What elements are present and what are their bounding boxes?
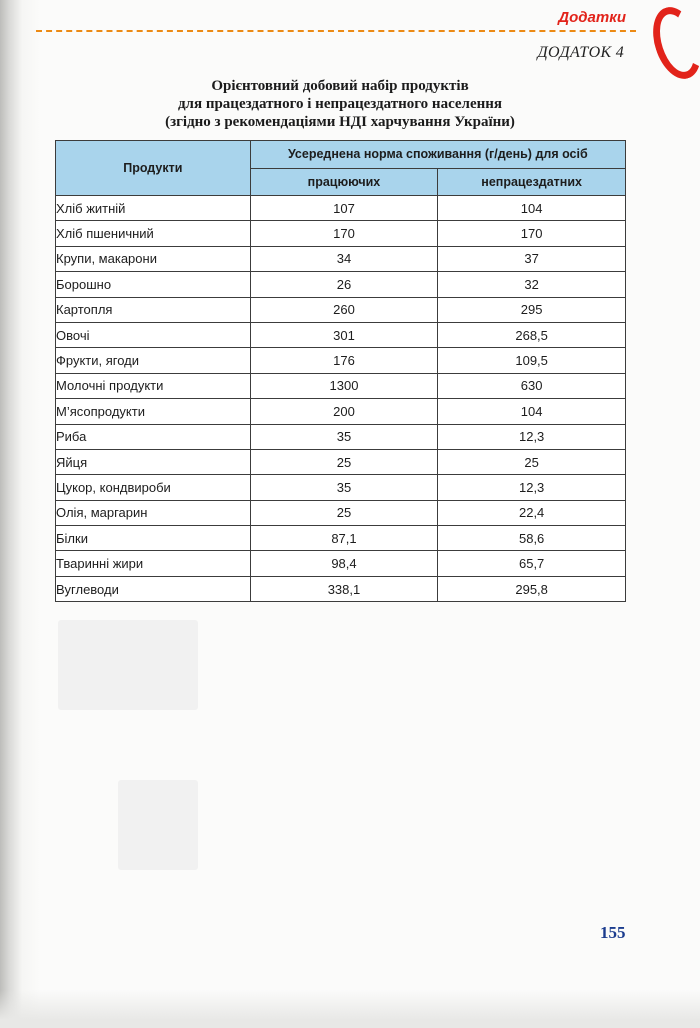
working-value-cell: 107	[250, 196, 438, 221]
working-value-cell: 170	[250, 221, 438, 246]
page-number: 155	[600, 923, 626, 942]
show-through-shadow	[118, 780, 198, 870]
products-table	[55, 140, 626, 602]
nonworking-value-cell: 630	[438, 373, 626, 398]
working-value-cell: 35	[250, 424, 438, 449]
working-value-cell: 98,4	[250, 551, 438, 576]
nonworking-value-cell: 295	[438, 297, 626, 322]
corner-ring-decoration	[645, 1, 700, 85]
product-name-cell: Картопля	[56, 297, 251, 322]
table-row	[56, 322, 626, 347]
title-line-3: (згідно з рекомендаціями НДІ харчування України)	[165, 114, 515, 130]
table-row	[56, 475, 626, 500]
product-name-cell: Цукор, кондвироби	[56, 475, 251, 500]
nonworking-value-cell: 104	[438, 196, 626, 221]
nonworking-value-cell: 12,3	[438, 475, 626, 500]
working-value-cell: 1300	[250, 373, 438, 398]
table-row	[56, 272, 626, 297]
nonworking-value-cell: 12,3	[438, 424, 626, 449]
nonworking-value-cell: 65,7	[438, 551, 626, 576]
nonworking-value-cell: 268,5	[438, 322, 626, 347]
table-row	[56, 399, 626, 424]
product-name-cell: Борошно	[56, 272, 251, 297]
working-value-cell: 26	[250, 272, 438, 297]
nonworking-value-cell: 104	[438, 399, 626, 424]
product-name-cell: Крупи, макарони	[56, 246, 251, 271]
table-row	[56, 246, 626, 271]
title-line-1: Орієнтовний добовий набір продуктів	[211, 78, 469, 94]
working-value-cell: 35	[250, 475, 438, 500]
header-nonworking: непрацездатних	[438, 168, 626, 196]
table-body	[56, 196, 626, 602]
table-row	[56, 526, 626, 551]
product-name-cell: Хліб пшеничний	[56, 221, 251, 246]
table-row	[56, 424, 626, 449]
table-row	[56, 500, 626, 525]
nonworking-value-cell: 295,8	[438, 576, 626, 601]
product-name-cell: Хліб житній	[56, 196, 251, 221]
working-value-cell: 25	[250, 449, 438, 474]
page-title	[80, 77, 600, 131]
working-value-cell: 25	[250, 500, 438, 525]
working-value-cell: 338,1	[250, 576, 438, 601]
product-name-cell: Вуглеводи	[56, 576, 251, 601]
product-name-cell: Риба	[56, 424, 251, 449]
show-through-shadow	[58, 620, 198, 710]
working-value-cell: 87,1	[250, 526, 438, 551]
working-value-cell: 176	[250, 348, 438, 373]
working-value-cell: 301	[250, 322, 438, 347]
working-value-cell: 34	[250, 246, 438, 271]
nonworking-value-cell: 58,6	[438, 526, 626, 551]
title-line-2: для працездатного і непрацездатного населення	[177, 96, 503, 112]
nonworking-value-cell: 170	[438, 221, 626, 246]
header-products: Продукти	[56, 141, 251, 196]
nonworking-value-cell: 32	[438, 272, 626, 297]
nonworking-value-cell: 25	[438, 449, 626, 474]
table-row	[56, 196, 626, 221]
product-name-cell: Олія, маргарин	[56, 500, 251, 525]
section-label: Додатки	[558, 9, 626, 26]
header-consumption-norm: Усереднена норма споживання (г/день) для осіб	[250, 141, 625, 169]
working-value-cell: 260	[250, 297, 438, 322]
table-row	[56, 221, 626, 246]
nonworking-value-cell: 109,5	[438, 348, 626, 373]
header-working: працюючих	[250, 168, 438, 196]
product-name-cell: Тваринні жири	[56, 551, 251, 576]
binding-shadow	[0, 0, 22, 1028]
table-row	[56, 449, 626, 474]
table-row	[56, 348, 626, 373]
table-row	[56, 576, 626, 601]
product-name-cell: Яйця	[56, 449, 251, 474]
table-row	[56, 373, 626, 398]
product-name-cell: М’ясопродукти	[56, 399, 251, 424]
nonworking-value-cell: 22,4	[438, 500, 626, 525]
table-row	[56, 297, 626, 322]
header-dashed-rule	[36, 30, 636, 32]
product-name-cell: Білки	[56, 526, 251, 551]
table-row	[56, 551, 626, 576]
product-name-cell: Овочі	[56, 322, 251, 347]
page-bottom-edge	[0, 990, 700, 1028]
appendix-label: ДОДАТОК 4	[537, 44, 624, 61]
working-value-cell: 200	[250, 399, 438, 424]
product-name-cell: Молочні продукти	[56, 373, 251, 398]
product-name-cell: Фрукти, ягоди	[56, 348, 251, 373]
nonworking-value-cell: 37	[438, 246, 626, 271]
